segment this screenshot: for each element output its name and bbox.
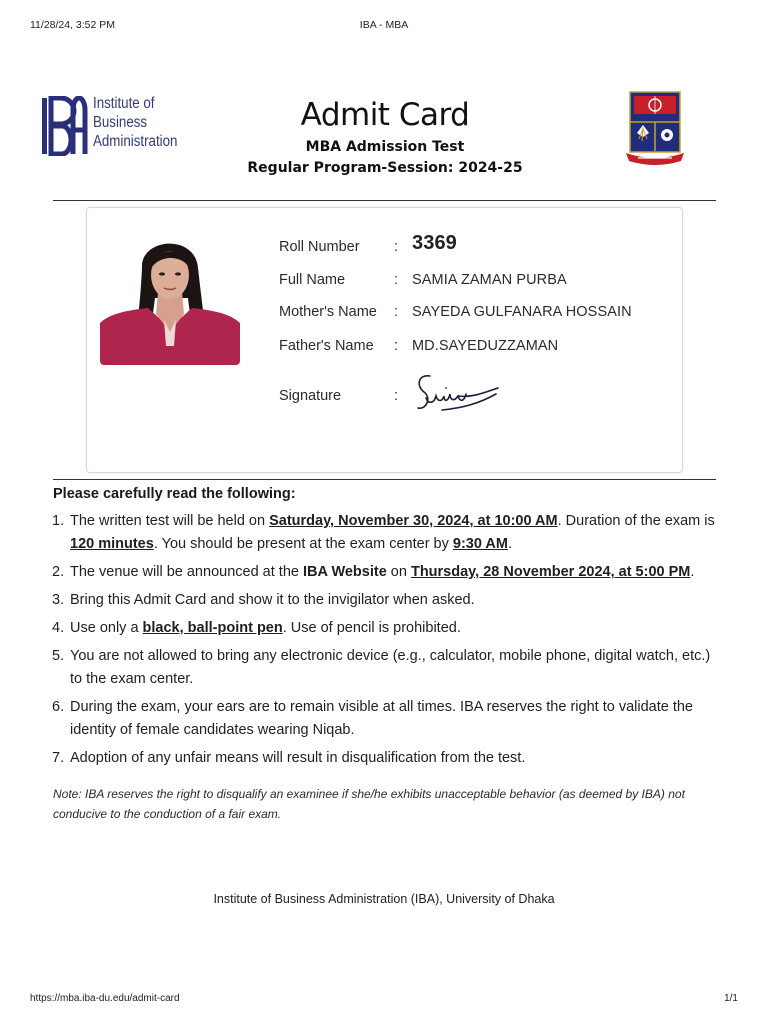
mothers-name-separator: : xyxy=(394,304,399,320)
instruction-item: 5. You are not allowed to bring any electronic device (e.g., calculator, mobile phone, digital watch, etc.) to the exam center. xyxy=(52,648,711,687)
card-title: Admit Card xyxy=(300,97,470,133)
card-heading xyxy=(230,96,540,179)
print-url: https://mba.iba-du.edu/admit-card xyxy=(30,993,180,1004)
institution-footer: Institute of Business Administration (IBA), University of Dhaka xyxy=(213,892,555,906)
instructions-title: Please carefully read the following: xyxy=(53,486,296,502)
instruction-item: 7. Adoption of any unfair means will result in disqualification from the test. xyxy=(52,750,526,766)
card-subtitle-session: Regular Program-Session: 2024-25 xyxy=(247,160,523,176)
instructions-list xyxy=(52,510,722,775)
roll-number-label: Roll Number xyxy=(279,239,360,255)
iba-logo-text xyxy=(93,94,177,151)
iba-logo xyxy=(42,94,192,156)
full-name-label: Full Name xyxy=(279,272,346,288)
instruction-item: 4. Use only a black, ball-point pen. Use of pencil is prohibited. xyxy=(52,620,461,636)
print-page-title: IBA - MBA xyxy=(359,19,409,31)
roll-number-value: 3369 xyxy=(412,232,457,254)
iba-logo-line-2: Business xyxy=(93,114,148,131)
iba-logo-icon xyxy=(42,96,88,156)
mothers-name-value: SAYEDA GULFANARA HOSSAIN xyxy=(412,304,632,320)
dhaka-university-seal-icon xyxy=(626,91,684,169)
print-page-number: 1/1 xyxy=(724,993,738,1004)
print-datetime: 11/28/24, 3:52 PM xyxy=(30,19,116,31)
instruction-item: 2. The venue will be announced at the IBA Website on Thursday, 28 November 2024, at 5:00 PM. xyxy=(52,564,695,580)
signature-label: Signature xyxy=(279,388,342,404)
full-name-value: SAMIA ZAMAN PURBA xyxy=(412,272,567,288)
print-footer xyxy=(30,993,738,1007)
full-name-separator: : xyxy=(394,272,399,288)
instruction-item: 3. Bring this Admit Card and show it to the invigilator when asked. xyxy=(52,592,475,608)
instruction-item: 6. During the exam, your ears are to remain visible at all times. IBA reserves the right to validate the identity of female candidates wearing Niqab. xyxy=(52,699,693,738)
instruction-item: 1. The written test will be held on Saturday, November 30, 2024, at 10:00 AM. Duration of the exam is 120 minutes. You should be present at the exam center by 9:30 AM. xyxy=(52,513,715,552)
candidate-photo xyxy=(100,228,240,365)
candidate-signature-image xyxy=(412,368,504,418)
iba-logo-line-3: Administration xyxy=(93,133,178,150)
signature-separator: : xyxy=(394,388,399,404)
mothers-name-label: Mother's Name xyxy=(279,304,377,320)
fathers-name-label: Father's Name xyxy=(279,338,374,354)
fathers-name-separator: : xyxy=(394,338,399,354)
iba-logo-mark xyxy=(42,96,88,154)
disqualification-note: Note: IBA reserves the right to disqualify an examinee if she/he exhibits unacceptable behavior (as deemed by IBA) not conducive to the conduction of a fair exam. xyxy=(53,787,685,821)
top-divider xyxy=(53,200,716,201)
fathers-name-value: MD.SAYEDUZZAMAN xyxy=(412,338,559,354)
bottom-divider xyxy=(53,479,716,480)
card-subtitle-test: MBA Admission Test xyxy=(305,139,465,155)
roll-number-separator: : xyxy=(394,239,399,255)
print-header xyxy=(30,19,738,33)
iba-logo-line-1: Institute of xyxy=(93,95,155,112)
